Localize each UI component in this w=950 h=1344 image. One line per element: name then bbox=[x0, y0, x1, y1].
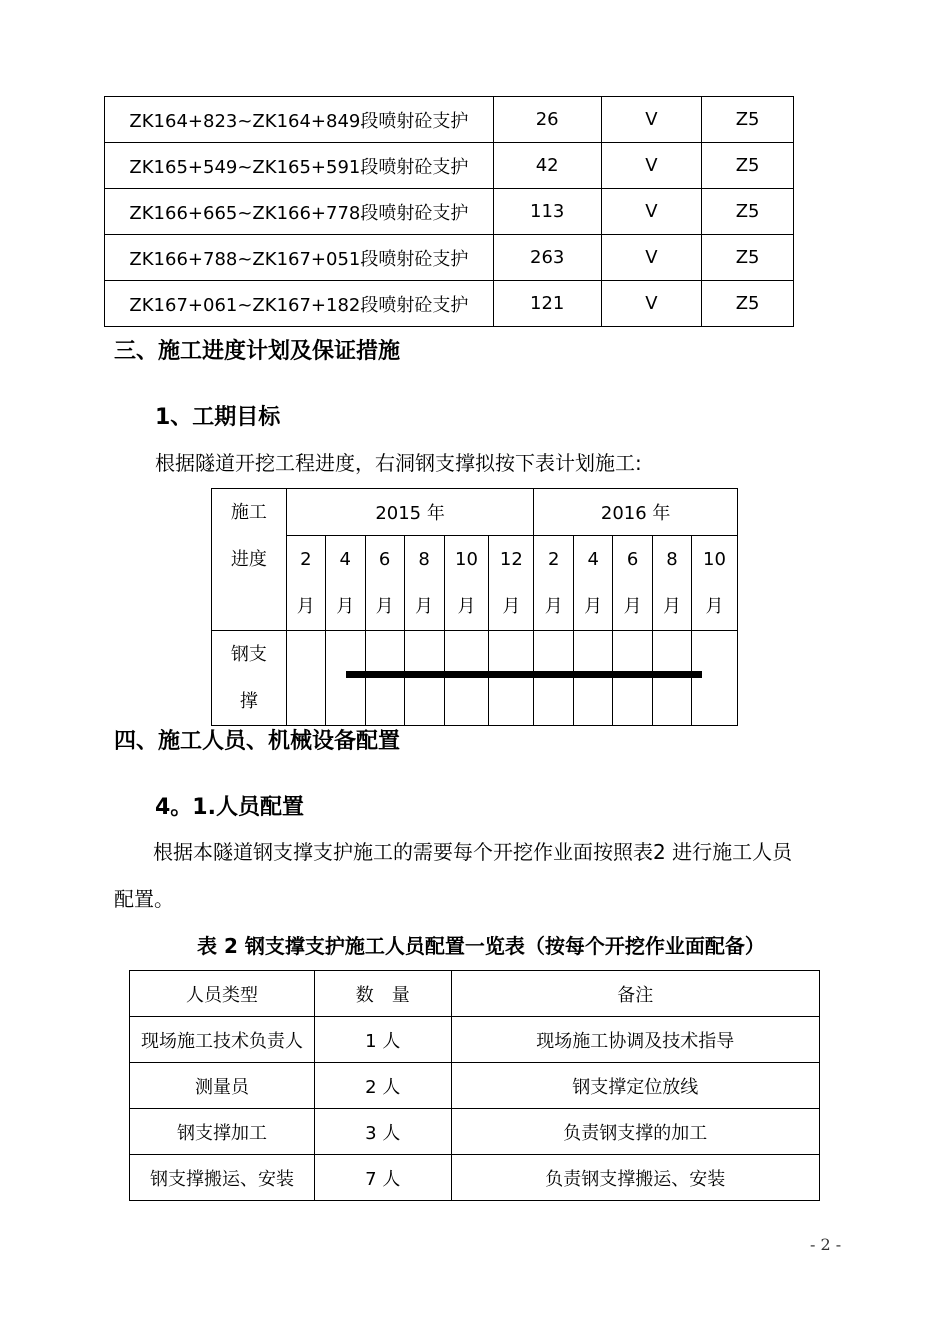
task-row bbox=[212, 631, 738, 726]
month-cell: 2 月 bbox=[534, 536, 574, 631]
schedule-bar bbox=[346, 671, 702, 678]
header-cell: 数 量 bbox=[314, 971, 451, 1017]
table-row bbox=[130, 1155, 820, 1201]
month-cell: 12 月 bbox=[489, 536, 534, 631]
month-cell: 2 月 bbox=[286, 536, 325, 631]
timeline-cell bbox=[365, 631, 404, 726]
staff-intro-text-line2: 配置。 bbox=[114, 887, 174, 911]
timeline-cell bbox=[653, 631, 692, 726]
type-cell: Z5 bbox=[702, 235, 794, 281]
month-cell: 8 月 bbox=[404, 536, 444, 631]
year-2015-cell: 2015 年 bbox=[286, 489, 533, 536]
staff-type-cell: 现场施工技术负责人 bbox=[130, 1017, 315, 1063]
type-cell: Z5 bbox=[702, 97, 794, 143]
header-cell: 备注 bbox=[451, 971, 819, 1017]
length-cell: 42 bbox=[493, 143, 601, 189]
year-row bbox=[212, 489, 738, 536]
range-cell: ZK166+665~ZK166+778段喷射砼支护 bbox=[105, 189, 494, 235]
schedule-table bbox=[211, 488, 738, 726]
table-row bbox=[105, 97, 794, 143]
table-row bbox=[130, 1109, 820, 1155]
staff-type-cell: 测量员 bbox=[130, 1063, 315, 1109]
timeline-cell bbox=[613, 631, 653, 726]
timeline-cell bbox=[574, 631, 613, 726]
timeline-cell bbox=[404, 631, 444, 726]
month-cell: 4 月 bbox=[325, 536, 365, 631]
staff-count-cell: 1 人 bbox=[314, 1017, 451, 1063]
range-cell: ZK167+061~ZK167+182段喷射砼支护 bbox=[105, 281, 494, 327]
staff-count-cell: 7 人 bbox=[314, 1155, 451, 1201]
length-cell: 121 bbox=[493, 281, 601, 327]
table-row bbox=[130, 1017, 820, 1063]
page-number: - 2 - bbox=[810, 1235, 842, 1254]
staff-type-cell: 钢支撑搬运、安装 bbox=[130, 1155, 315, 1201]
staff-intro-text-line1: 根据本隧道钢支撑支护施工的需要每个开挖作业面按照表2 进行施工人员 bbox=[153, 840, 793, 864]
month-cell: 10 月 bbox=[691, 536, 737, 631]
header-row bbox=[130, 971, 820, 1017]
type-cell: Z5 bbox=[702, 189, 794, 235]
progress-label-cell: 施工 进度 bbox=[212, 489, 287, 631]
schedule-goal-heading: 1、工期目标 bbox=[155, 405, 281, 430]
staff-count-cell: 2 人 bbox=[314, 1063, 451, 1109]
table-row bbox=[105, 143, 794, 189]
timeline-cell bbox=[286, 631, 325, 726]
month-cell: 4 月 bbox=[574, 536, 613, 631]
staff-table bbox=[129, 970, 820, 1201]
month-cell: 6 月 bbox=[613, 536, 653, 631]
timeline-cell bbox=[534, 631, 574, 726]
month-cell: 6 月 bbox=[365, 536, 404, 631]
staff-note-cell: 负责钢支撑搬运、安装 bbox=[451, 1155, 819, 1201]
timeline-cell bbox=[444, 631, 489, 726]
year-2016-cell: 2016 年 bbox=[534, 489, 738, 536]
table-row bbox=[105, 189, 794, 235]
section-3-heading: 三、施工进度计划及保证措施 bbox=[114, 339, 401, 364]
length-cell: 26 bbox=[493, 97, 601, 143]
staff-note-cell: 钢支撑定位放线 bbox=[451, 1063, 819, 1109]
task-label-cell: 钢支 撑 bbox=[212, 631, 287, 726]
month-cell: 10 月 bbox=[444, 536, 489, 631]
grade-cell: V bbox=[601, 281, 702, 327]
timeline-cell bbox=[691, 631, 737, 726]
length-cell: 113 bbox=[493, 189, 601, 235]
staff-note-cell: 负责钢支撑的加工 bbox=[451, 1109, 819, 1155]
schedule-intro-text: 根据隧道开挖工程进度，右洞钢支撑拟按下表计划施工: bbox=[155, 451, 642, 475]
grade-cell: V bbox=[601, 189, 702, 235]
type-cell: Z5 bbox=[702, 281, 794, 327]
staff-type-cell: 钢支撑加工 bbox=[130, 1109, 315, 1155]
section-4-heading: 四、施工人员、机械设备配置 bbox=[114, 729, 401, 754]
length-cell: 263 bbox=[493, 235, 601, 281]
table-row bbox=[105, 281, 794, 327]
grade-cell: V bbox=[601, 97, 702, 143]
staff-table-title: 表 2 钢支撑支护施工人员配置一览表（按每个开挖作业面配备） bbox=[197, 934, 765, 958]
range-cell: ZK166+788~ZK167+051段喷射砼支护 bbox=[105, 235, 494, 281]
timeline-cell bbox=[489, 631, 534, 726]
support-segment-table bbox=[104, 96, 794, 327]
staff-count-cell: 3 人 bbox=[314, 1109, 451, 1155]
header-cell: 人员类型 bbox=[130, 971, 315, 1017]
timeline-cell bbox=[325, 631, 365, 726]
month-row bbox=[212, 536, 738, 631]
month-cell: 8 月 bbox=[653, 536, 692, 631]
table-row bbox=[130, 1063, 820, 1109]
range-cell: ZK164+823~ZK164+849段喷射砼支护 bbox=[105, 97, 494, 143]
type-cell: Z5 bbox=[702, 143, 794, 189]
grade-cell: V bbox=[601, 235, 702, 281]
table-row bbox=[105, 235, 794, 281]
staff-note-cell: 现场施工协调及技术指导 bbox=[451, 1017, 819, 1063]
staff-config-heading: 4。1.人员配置 bbox=[155, 795, 304, 820]
range-cell: ZK165+549~ZK165+591段喷射砼支护 bbox=[105, 143, 494, 189]
grade-cell: V bbox=[601, 143, 702, 189]
